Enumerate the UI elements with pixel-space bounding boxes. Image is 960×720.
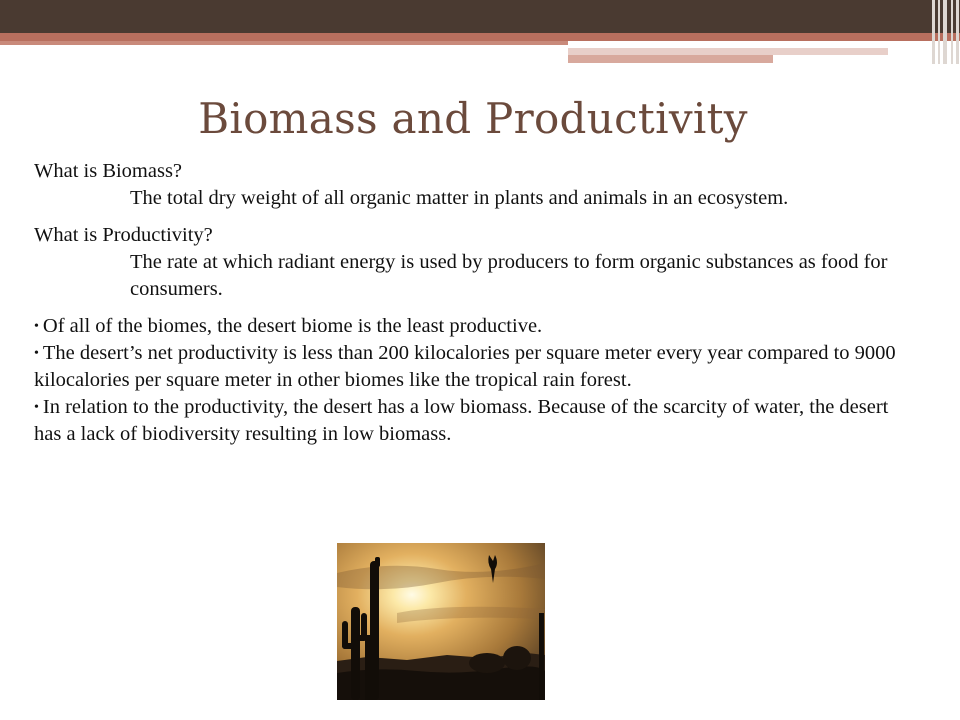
slide-title: Biomass and Productivity xyxy=(198,94,748,143)
bullet-icon: • xyxy=(34,400,39,415)
question-biomass: What is Biomass? xyxy=(34,160,183,182)
question-productivity: What is Productivity? xyxy=(34,224,213,246)
bullet-item xyxy=(34,394,914,448)
corner-stripes xyxy=(930,0,960,64)
bullet-text: In relation to the productivity, the desert has a low biomass. Because of the scarcity of water, the desert has a lack of biodiversity resulting in low biomass. xyxy=(34,396,889,445)
accent-under-strip xyxy=(568,48,888,55)
accent-under-strip-2 xyxy=(568,55,773,63)
desert-sunset-photo xyxy=(337,543,545,700)
answer-productivity: The rate at which radiant energy is used by producers to form organic substances as food for consumers. xyxy=(130,251,888,300)
answer-biomass: The total dry weight of all organic matter in plants and animals in an ecosystem. xyxy=(130,187,789,209)
slide-body xyxy=(34,158,914,448)
bullet-text: The desert’s net productivity is less than 200 kilocalories per square meter every year compared to 9000 kilocalories per square meter in other biomes like the tropical rain forest. xyxy=(34,342,896,391)
bullet-icon: • xyxy=(34,346,39,361)
accent-line xyxy=(0,33,960,41)
bullet-text: Of all of the biomes, the desert biome is the least productive. xyxy=(42,315,543,337)
bullet-item xyxy=(34,340,914,394)
bullet-icon: • xyxy=(34,319,39,334)
accent-line-secondary xyxy=(0,41,568,45)
header-bar xyxy=(0,0,960,33)
bullet-item xyxy=(34,313,914,340)
